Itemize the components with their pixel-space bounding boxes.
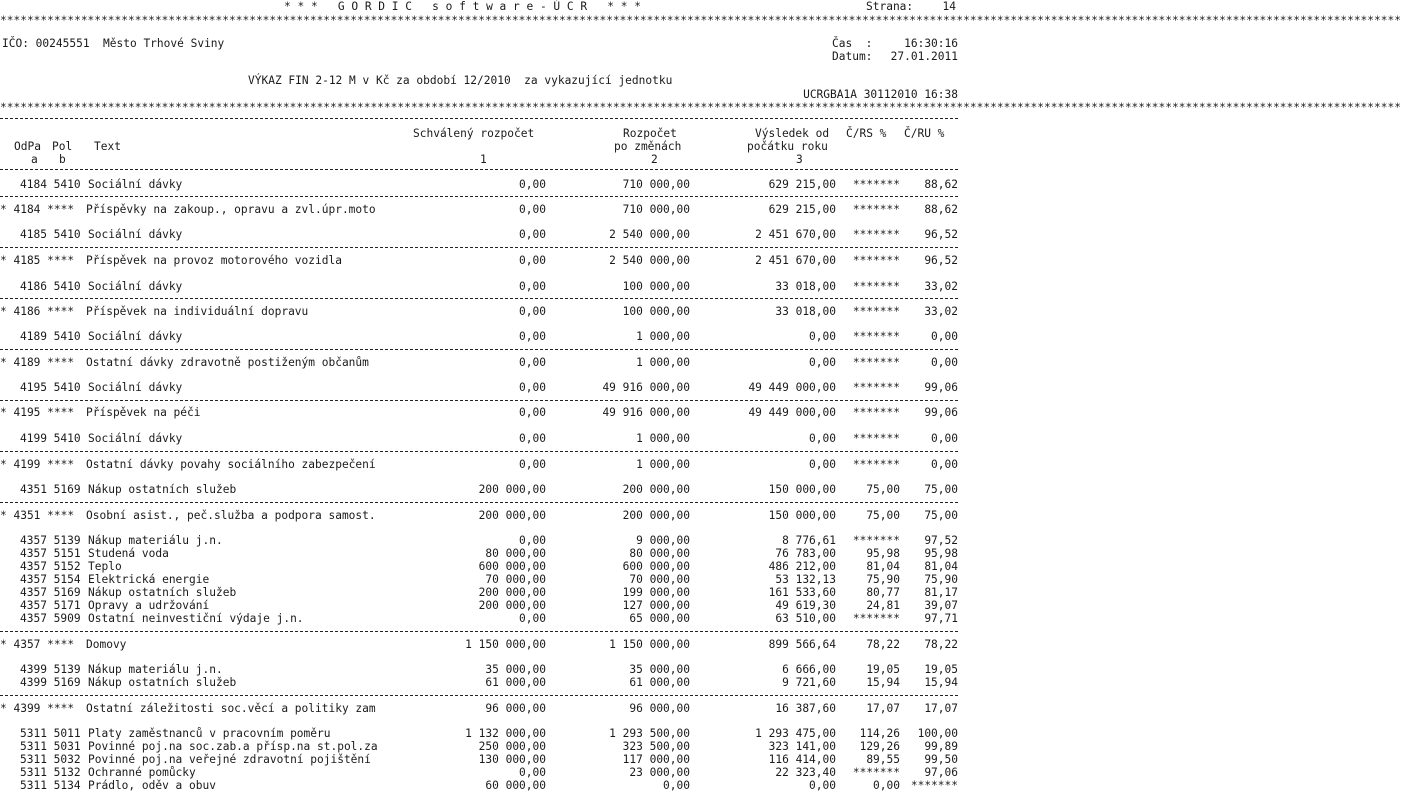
row-code: * 4357 ****: [0, 638, 75, 651]
col-text: Text: [94, 140, 121, 153]
row-rs-percent: *******: [852, 305, 900, 318]
row-text: Platy zaměstnanců v pracovním poměru: [88, 727, 331, 740]
row-code: 4195 5410: [20, 381, 81, 394]
row-approved-budget: 250 000,00: [478, 740, 546, 753]
header-divider: [0, 118, 958, 119]
row-code: 4399 5169: [20, 676, 81, 689]
row-divider: [0, 196, 958, 197]
row-ru-percent: 17,07: [924, 702, 958, 715]
col-pol: Pol: [52, 140, 73, 153]
row-code: * 4199 ****: [0, 458, 75, 471]
row-approved-budget: 80 000,00: [485, 547, 546, 560]
row-rs-percent: *******: [852, 612, 900, 625]
row-ru-percent: 19,05: [924, 663, 958, 676]
row-code: 4357 5154: [20, 573, 81, 586]
row-ru-percent: 99,50: [924, 753, 958, 766]
col-budget-line2: po změnách: [614, 140, 682, 153]
row-ru-percent: 33,02: [924, 280, 958, 293]
row-ru-percent: 97,52: [924, 534, 958, 547]
software-title: * * * G O R D I C s o f t w a r e - Ú C R * * *: [284, 0, 641, 13]
row-approved-budget: 0,00: [519, 458, 546, 471]
row-rs-percent: *******: [852, 432, 900, 445]
row-rs-percent: *******: [852, 228, 900, 241]
row-result: 22 323,40: [775, 766, 836, 779]
row-text: Studená voda: [88, 547, 169, 560]
row-divider: [0, 247, 958, 248]
row-approved-budget: 0,00: [519, 254, 546, 267]
row-rs-percent: *******: [852, 356, 900, 369]
row-ru-percent: 100,00: [917, 727, 958, 740]
row-ru-percent: 33,02: [924, 305, 958, 318]
row-text: Příspěvky na zakoup., opravu a zvl.úpr.moto: [86, 203, 376, 216]
row-text: Sociální dávky: [88, 228, 183, 241]
col-sub-b: b: [59, 153, 66, 166]
col-sub-2: 2: [651, 153, 658, 166]
row-budget-after-changes: 200 000,00: [622, 509, 690, 522]
row-budget-after-changes: 49 916 000,00: [602, 381, 690, 394]
row-code: 4189 5410: [20, 330, 81, 343]
col-budget-line1: Rozpočet: [623, 127, 677, 140]
report-title: VÝKAZ FIN 2-12 M v Kč za období 12/2010 za vykazující jednotku: [248, 74, 673, 87]
row-rs-percent: *******: [852, 203, 900, 216]
row-code: 4357 5152: [20, 560, 81, 573]
row-budget-after-changes: 127 000,00: [622, 599, 690, 612]
row-code: * 4184 ****: [0, 203, 75, 216]
row-rs-percent: *******: [852, 406, 900, 419]
row-approved-budget: 61 000,00: [485, 676, 546, 689]
row-code: 4184 5410: [20, 178, 81, 191]
row-budget-after-changes: 100 000,00: [622, 305, 690, 318]
row-ru-percent: 96,52: [924, 254, 958, 267]
row-ru-percent: 75,00: [924, 483, 958, 496]
row-result: 8 776,61: [782, 534, 836, 547]
row-text: Nákup ostatních služeb: [88, 586, 237, 599]
row-budget-after-changes: 710 000,00: [622, 203, 690, 216]
row-budget-after-changes: 9 000,00: [636, 534, 690, 547]
row-ru-percent: 75,00: [924, 509, 958, 522]
row-ru-percent: 39,07: [924, 599, 958, 612]
row-text: Sociální dávky: [88, 330, 183, 343]
row-budget-after-changes: 1 000,00: [636, 330, 690, 343]
row-code: * 4195 ****: [0, 406, 75, 419]
row-code: 4351 5169: [20, 483, 81, 496]
row-rs-percent: 75,00: [866, 483, 900, 496]
row-result: 16 387,60: [775, 702, 836, 715]
row-approved-budget: 0,00: [519, 406, 546, 419]
row-budget-after-changes: 1 293 500,00: [609, 727, 690, 740]
row-text: Sociální dávky: [88, 178, 183, 191]
time-value: 16:30:16: [904, 37, 958, 50]
row-text: Příspěvek na individuální dopravu: [86, 305, 309, 318]
report-code: UCRGBA1A 30112010 16:38: [803, 88, 958, 101]
row-code: * 4185 ****: [0, 254, 75, 267]
row-result: 0,00: [809, 458, 836, 471]
row-code: 4185 5410: [20, 228, 81, 241]
row-result: 150 000,00: [768, 483, 836, 496]
row-code: 5311 5132: [20, 766, 81, 779]
row-result: 629 215,00: [768, 178, 836, 191]
row-approved-budget: 0,00: [519, 305, 546, 318]
row-code: 4357 5169: [20, 586, 81, 599]
row-approved-budget: 0,00: [519, 534, 546, 547]
row-result: 899 566,64: [768, 638, 836, 651]
row-ru-percent: 75,90: [924, 573, 958, 586]
col-sub-1: 1: [480, 153, 487, 166]
row-result: 33 018,00: [775, 280, 836, 293]
row-text: Nákup ostatních služeb: [88, 483, 237, 496]
row-approved-budget: 0,00: [519, 356, 546, 369]
row-divider: [0, 695, 958, 696]
row-approved-budget: 0,00: [519, 612, 546, 625]
row-ru-percent: 0,00: [931, 432, 958, 445]
col-sub-a: a: [31, 153, 38, 166]
row-text: Povinné poj.na soc.zab.a přísp.na st.pol.za: [88, 740, 378, 753]
row-text: Teplo: [88, 560, 122, 573]
row-approved-budget: 60 000,00: [485, 779, 546, 792]
row-text: Sociální dávky: [88, 432, 183, 445]
row-result: 2 451 670,00: [755, 228, 836, 241]
row-text: Ostatní neinvestiční výdaje j.n.: [88, 612, 304, 625]
row-ru-percent: 15,94: [924, 676, 958, 689]
row-result: 486 212,00: [768, 560, 836, 573]
star-separator-top: ****************************************************************************************************************************************************************************************************************: [0, 14, 1401, 27]
row-text: Příspěvek na provoz motorového vozidla: [86, 254, 342, 267]
row-budget-after-changes: 100 000,00: [622, 280, 690, 293]
row-text: Ochranné pomůcky: [88, 766, 196, 779]
row-result: 116 414,00: [768, 753, 836, 766]
row-budget-after-changes: 35 000,00: [629, 663, 690, 676]
row-rs-percent: *******: [852, 280, 900, 293]
row-rs-percent: 81,04: [866, 560, 900, 573]
row-approved-budget: 0,00: [519, 381, 546, 394]
row-result: 49 619,30: [775, 599, 836, 612]
row-approved-budget: 1 150 000,00: [465, 638, 546, 651]
row-result: 9 721,60: [782, 676, 836, 689]
row-ru-percent: 97,71: [924, 612, 958, 625]
date-value: 27.01.2011: [890, 50, 958, 63]
row-ru-percent: *******: [910, 779, 958, 792]
row-budget-after-changes: 49 916 000,00: [602, 406, 690, 419]
row-result: 49 449 000,00: [748, 406, 836, 419]
row-rs-percent: 0,00: [873, 779, 900, 792]
row-ru-percent: 0,00: [931, 330, 958, 343]
row-budget-after-changes: 96 000,00: [629, 702, 690, 715]
row-text: Nákup materiálu j.n.: [88, 534, 223, 547]
row-ru-percent: 0,00: [931, 356, 958, 369]
page-number: 14: [942, 0, 956, 13]
row-budget-after-changes: 200 000,00: [622, 483, 690, 496]
row-text: Nákup materiálu j.n.: [88, 663, 223, 676]
row-budget-after-changes: 61 000,00: [629, 676, 690, 689]
row-text: Povinné poj.na veřejné zdravotní pojištění: [88, 753, 371, 766]
row-budget-after-changes: 199 000,00: [622, 586, 690, 599]
row-result: 161 533,60: [768, 586, 836, 599]
row-code: 5311 5134: [20, 779, 81, 792]
row-code: 4399 5139: [20, 663, 81, 676]
row-rs-percent: 80,77: [866, 586, 900, 599]
row-budget-after-changes: 23 000,00: [629, 766, 690, 779]
row-rs-percent: 75,00: [866, 509, 900, 522]
row-code: 5311 5011: [20, 727, 81, 740]
row-budget-after-changes: 65 000,00: [629, 612, 690, 625]
row-ru-percent: 99,06: [924, 406, 958, 419]
col-rs-percent: Č/RS %: [846, 127, 887, 140]
row-ru-percent: 0,00: [931, 458, 958, 471]
row-rs-percent: 89,55: [866, 753, 900, 766]
row-code: 5311 5031: [20, 740, 81, 753]
row-result: 49 449 000,00: [748, 381, 836, 394]
row-approved-budget: 0,00: [519, 432, 546, 445]
row-ru-percent: 78,22: [924, 638, 958, 651]
row-code: * 4351 ****: [0, 509, 75, 522]
row-text: Ostatní dávky povahy sociálního zabezpečení: [86, 458, 376, 471]
row-text: Nákup ostatních služeb: [88, 676, 237, 689]
columns-divider: [0, 169, 958, 170]
row-approved-budget: 200 000,00: [478, 599, 546, 612]
time-label: Čas :: [832, 37, 873, 50]
row-code: 4357 5139: [20, 534, 81, 547]
row-budget-after-changes: 0,00: [663, 779, 690, 792]
row-divider: [0, 400, 958, 401]
row-approved-budget: 0,00: [519, 766, 546, 779]
organization-line: IČO: 00245551 Město Trhové Sviny: [2, 37, 225, 50]
row-ru-percent: 99,89: [924, 740, 958, 753]
row-approved-budget: 35 000,00: [485, 663, 546, 676]
row-approved-budget: 0,00: [519, 228, 546, 241]
row-code: 4357 5909: [20, 612, 81, 625]
row-result: 0,00: [809, 330, 836, 343]
row-approved-budget: 130 000,00: [478, 753, 546, 766]
row-budget-after-changes: 1 000,00: [636, 356, 690, 369]
row-approved-budget: 0,00: [519, 178, 546, 191]
row-code: 4186 5410: [20, 280, 81, 293]
row-budget-after-changes: 323 500,00: [622, 740, 690, 753]
row-budget-after-changes: 80 000,00: [629, 547, 690, 560]
row-code: 5311 5032: [20, 753, 81, 766]
row-text: Opravy a udržování: [88, 599, 210, 612]
row-approved-budget: 96 000,00: [485, 702, 546, 715]
row-rs-percent: 95,98: [866, 547, 900, 560]
row-text: Prádlo, oděv a obuv: [88, 779, 216, 792]
date-label: Datum:: [832, 50, 873, 63]
row-result: 0,00: [809, 356, 836, 369]
row-ru-percent: 81,04: [924, 560, 958, 573]
row-rs-percent: 24,81: [866, 599, 900, 612]
row-result: 150 000,00: [768, 509, 836, 522]
row-rs-percent: *******: [852, 458, 900, 471]
row-text: Ostatní dávky zdravotně postiženým občanům: [86, 356, 369, 369]
row-approved-budget: 70 000,00: [485, 573, 546, 586]
col-result-line2: počátku roku: [747, 140, 828, 153]
row-budget-after-changes: 2 540 000,00: [609, 254, 690, 267]
row-result: 63 510,00: [775, 612, 836, 625]
star-separator-bottom: ****************************************************************************************************************************************************************************************************************: [0, 101, 1401, 114]
row-code: * 4186 ****: [0, 305, 75, 318]
row-divider: [0, 349, 958, 350]
row-approved-budget: 600 000,00: [478, 560, 546, 573]
row-divider: [0, 451, 958, 452]
row-text: Osobní asist., peč.služba a podpora samost.: [86, 509, 376, 522]
row-rs-percent: 129,26: [859, 740, 900, 753]
row-ru-percent: 96,52: [924, 228, 958, 241]
row-ru-percent: 88,62: [924, 178, 958, 191]
row-result: 629 215,00: [768, 203, 836, 216]
row-text: Ostatní záležitosti soc.věcí a politiky zam: [86, 702, 376, 715]
row-budget-after-changes: 1 000,00: [636, 432, 690, 445]
row-rs-percent: *******: [852, 381, 900, 394]
row-text: Sociální dávky: [88, 280, 183, 293]
row-ru-percent: 97,06: [924, 766, 958, 779]
row-result: 6 666,00: [782, 663, 836, 676]
row-approved-budget: 1 132 000,00: [465, 727, 546, 740]
row-rs-percent: 17,07: [866, 702, 900, 715]
col-approved-budget: Schválený rozpočet: [413, 127, 535, 140]
row-result: 0,00: [809, 779, 836, 792]
row-approved-budget: 0,00: [519, 280, 546, 293]
row-rs-percent: 15,94: [866, 676, 900, 689]
row-rs-percent: *******: [852, 330, 900, 343]
row-approved-budget: 200 000,00: [478, 483, 546, 496]
row-text: Příspěvek na péči: [86, 406, 201, 419]
row-divider: [0, 298, 958, 299]
row-budget-after-changes: 70 000,00: [629, 573, 690, 586]
row-ru-percent: 88,62: [924, 203, 958, 216]
col-odpa: OdPa: [14, 140, 41, 153]
row-result: 0,00: [809, 432, 836, 445]
row-approved-budget: 0,00: [519, 330, 546, 343]
row-rs-percent: *******: [852, 254, 900, 267]
row-ru-percent: 81,17: [924, 586, 958, 599]
row-rs-percent: *******: [852, 766, 900, 779]
row-ru-percent: 95,98: [924, 547, 958, 560]
row-budget-after-changes: 1 000,00: [636, 458, 690, 471]
row-code: 4357 5171: [20, 599, 81, 612]
row-rs-percent: 75,90: [866, 573, 900, 586]
row-result: 323 141,00: [768, 740, 836, 753]
row-result: 2 451 670,00: [755, 254, 836, 267]
row-rs-percent: *******: [852, 534, 900, 547]
col-result-line1: Výsledek od: [755, 127, 830, 140]
row-budget-after-changes: 2 540 000,00: [609, 228, 690, 241]
row-text: Sociální dávky: [88, 381, 183, 394]
page-label: Strana:: [866, 0, 914, 13]
row-text: Elektrická energie: [88, 573, 210, 586]
col-ru-percent: Č/RU %: [904, 127, 945, 140]
row-budget-after-changes: 710 000,00: [622, 178, 690, 191]
row-budget-after-changes: 1 150 000,00: [609, 638, 690, 651]
row-divider: [0, 631, 958, 632]
col-sub-3: 3: [796, 153, 803, 166]
row-result: 76 783,00: [775, 547, 836, 560]
row-code: * 4399 ****: [0, 702, 75, 715]
row-result: 1 293 475,00: [755, 727, 836, 740]
row-approved-budget: 200 000,00: [478, 509, 546, 522]
row-approved-budget: 200 000,00: [478, 586, 546, 599]
row-code: * 4189 ****: [0, 356, 75, 369]
row-budget-after-changes: 600 000,00: [622, 560, 690, 573]
row-rs-percent: 19,05: [866, 663, 900, 676]
row-ru-percent: 99,06: [924, 381, 958, 394]
row-code: 4199 5410: [20, 432, 81, 445]
row-rs-percent: 114,26: [859, 727, 900, 740]
row-code: 4357 5151: [20, 547, 81, 560]
row-divider: [0, 502, 958, 503]
row-result: 53 132,13: [775, 573, 836, 586]
row-approved-budget: 0,00: [519, 203, 546, 216]
row-result: 33 018,00: [775, 305, 836, 318]
row-budget-after-changes: 117 000,00: [622, 753, 690, 766]
row-rs-percent: *******: [852, 178, 900, 191]
row-rs-percent: 78,22: [866, 638, 900, 651]
row-text: Domovy: [86, 638, 127, 651]
